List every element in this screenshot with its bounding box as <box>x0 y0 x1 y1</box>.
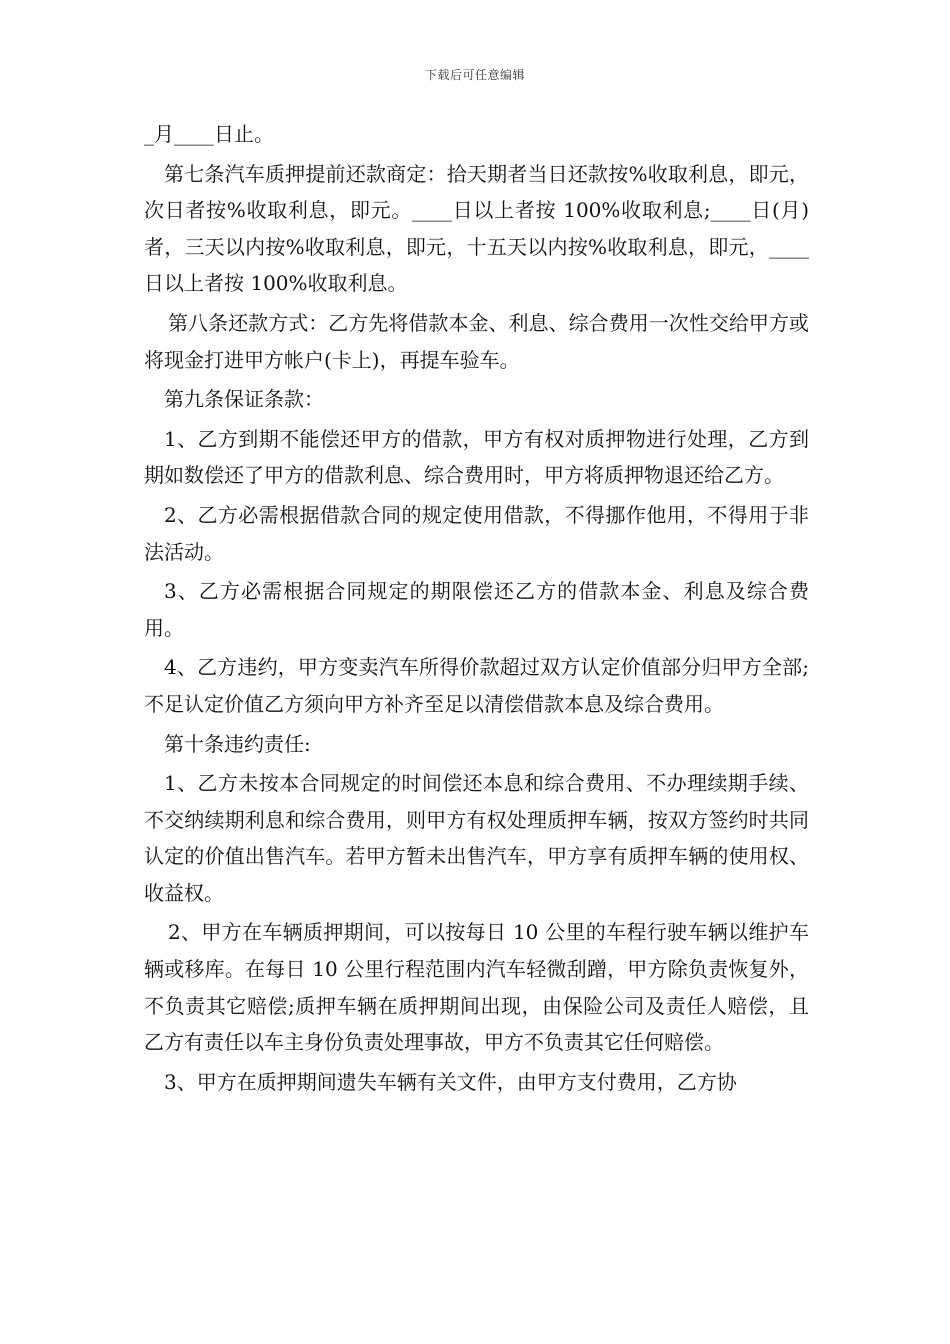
paragraph-date-end: _月____日止。 <box>144 122 274 146</box>
paragraph-article-9-title: 第九条保证条款： <box>164 387 324 412</box>
paragraph-article-10-item-1: 1、乙方未按本合同规定的时间偿还本息和综合费用、不办理续期手续、不交纳续期利息和综合费用，则甲方有权处理质押车辆，按双方签约时共同认定的价值出售汽车。若甲方暂未出售汽车，甲方享有质押车辆的使用权、收益权。 <box>144 771 809 905</box>
document-body <box>144 116 809 1103</box>
paragraph-article-9-item-3: 3、乙方必需根据合同规定的期限偿还乙方的借款本金、利息及综合费用。 <box>144 579 809 640</box>
paragraph-article-9-item-2: 2、乙方必需根据借款合同的规定使用借款，不得挪作他用，不得用于非法活动。 <box>144 502 809 564</box>
paragraph-article-10-item-3: 3、甲方在质押期间遗失车辆有关文件，由甲方支付费用，乙方协 <box>164 1069 737 1094</box>
paragraph-article-9-item-4: 4、乙方违约，甲方变卖汽车所得价款超过双方认定价值部分归甲方全部;不足认定价值乙方须向甲方补齐至足以清偿借款本息及综合费用。 <box>144 655 809 716</box>
paragraph-article-8: 第八条还款方式：乙方先将借款本金、利息、综合费用一次性交给甲方或将现金打进甲方帐户(卡上)，再提车验车。 <box>144 310 809 372</box>
paragraph-article-10-item-2: 2、甲方在车辆质押期间，可以按每日 10 公里的车程行驶车辆以维护车辆或移库。在每日 10 公里行程范围内汽车轻微刮蹭，甲方除负责恢复外，不负责其它赔偿;质押车辆在质押期间出现，由保险公司及责任人赔偿，且乙方有责任以车主身份负责处理事故，甲方不负责其它任何赔偿。 <box>144 920 809 1055</box>
paragraph-article-10-title: 第十条违约责任: <box>164 731 311 756</box>
paragraph-article-7: 第七条汽车质押提前还款商定：拾天期者当日还款按%收取利息，即元，次日者按%收取利息，即元。____日以上者按 100%收取利息;____日(月)者，三天以内按%收取利息，即元，十五天以内按%收取利息，即元，____日以上者按 100%收取利息。 <box>144 161 809 296</box>
paragraph-article-9-item-1: 1、乙方到期不能偿还甲方的借款，甲方有权对质押物进行处理，乙方到期如数偿还了甲方的借款利息、综合费用时，甲方将质押物退还给乙方。 <box>144 426 809 488</box>
page-header: 下载后可任意编辑 <box>424 68 525 82</box>
